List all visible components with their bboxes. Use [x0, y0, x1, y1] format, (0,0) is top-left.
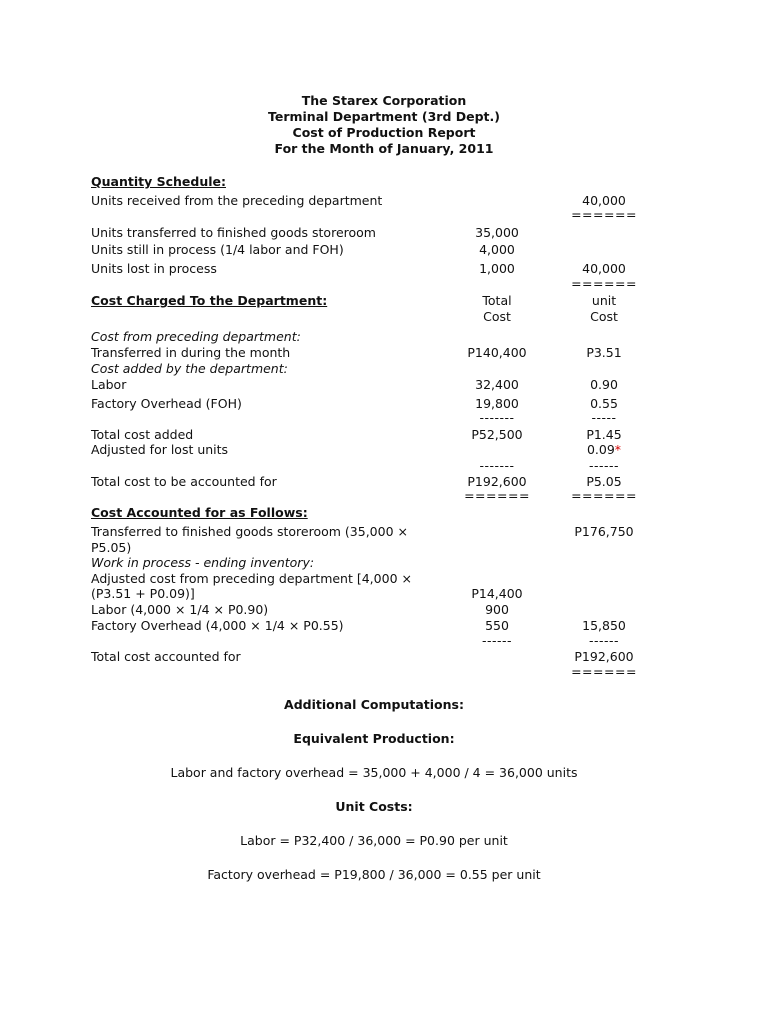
department-name: Terminal Department (3rd Dept.) [267, 109, 501, 124]
transferred-in-total: P140,400 [467, 345, 527, 360]
double-rule: ====== [571, 276, 637, 291]
unit-costs-heading: Unit Costs: [335, 799, 413, 814]
wip-labor-label: Labor (4,000 × 1/4 × P0.90) [91, 602, 269, 617]
single-rule: ------ [588, 633, 620, 648]
units-in-process-label: Units still in process (1/4 labor and FOH) [91, 242, 344, 257]
single-rule: ------ [481, 633, 513, 648]
equivalent-production-formula: Labor and factory overhead = 35,000 + 4,000 / 4 = 36,000 units [170, 765, 578, 780]
total-to-account-total: P192,600 [467, 474, 527, 489]
adjusted-lost-units-value [587, 442, 621, 457]
wip-foh-value: 550 [485, 618, 509, 633]
single-rule: ------- [479, 458, 515, 473]
total-cost-added-total: P52,500 [471, 427, 523, 442]
labor-unit-cost-formula: Labor = P32,400 / 36,000 = P0.90 per unit [240, 833, 508, 848]
transferred-fg-label-2: P5.05) [91, 540, 132, 555]
double-rule: ====== [571, 664, 637, 679]
adjusted-cost-value: P14,400 [471, 586, 523, 601]
col-unit-header-2: Cost [590, 309, 618, 324]
transferred-fg-value: P176,750 [574, 524, 634, 539]
labor-total: 32,400 [475, 377, 519, 392]
double-rule: ====== [571, 488, 637, 503]
single-rule: ------ [588, 458, 620, 473]
wip-foh-label: Factory Overhead (4,000 × 1/4 × P0.55) [91, 618, 344, 633]
preceding-dept-label: Cost from preceding department: [91, 329, 301, 344]
company-name: The Starex Corporation [301, 93, 467, 108]
total-to-account-unit: P5.05 [586, 474, 622, 489]
transferred-in-unit: P3.51 [586, 345, 622, 360]
units-transferred-value: 35,000 [475, 225, 519, 240]
labor-label: Labor [91, 377, 127, 392]
single-rule: ----- [591, 410, 617, 425]
adjusted-cost-label-1: Adjusted cost from preceding department [4,000 × [91, 571, 412, 586]
wip-total-value: 15,850 [582, 618, 626, 633]
units-in-process-value: 4,000 [479, 242, 515, 257]
cost-accounted-heading: Cost Accounted for as Follows: [91, 505, 308, 520]
wip-labor-value: 900 [485, 602, 509, 617]
cost-charged-heading: Cost Charged To the Department: [91, 293, 328, 308]
units-lost-label: Units lost in process [91, 261, 217, 276]
col-unit-header-1: unit [591, 293, 617, 308]
units-received-total: 40,000 [582, 193, 626, 208]
col-total-header-2: Cost [483, 309, 511, 324]
adjusted-lost-units-label: Adjusted for lost units [91, 442, 229, 457]
cost-added-label: Cost added by the department: [91, 361, 288, 376]
single-rule: ------- [479, 410, 515, 425]
adjusted-cost-label-2: (P3.51 + P0.09)] [91, 586, 195, 601]
foh-total: 19,800 [475, 396, 519, 411]
foh-unit: 0.55 [590, 396, 618, 411]
wip-label: Work in process - ending inventory: [91, 555, 315, 570]
foh-label: Factory Overhead (FOH) [91, 396, 242, 411]
units-lost-total: 40,000 [582, 261, 626, 276]
col-total-header-1: Total [482, 293, 512, 308]
total-cost-added-label: Total cost added [91, 427, 194, 442]
transferred-in-label: Transferred in during the month [91, 345, 291, 360]
report-period: For the Month of January, 2011 [274, 141, 494, 156]
total-accounted-value: P192,600 [574, 649, 634, 664]
transferred-fg-label-1: Transferred to finished goods storeroom (35,000 × [91, 524, 408, 539]
double-rule: ====== [464, 488, 530, 503]
additional-heading: Additional Computations: [284, 697, 464, 712]
footnote-asterisk: * [614, 442, 622, 457]
adjusted-lost-units-unit: 0.09 [586, 442, 615, 457]
equivalent-production-heading: Equivalent Production: [293, 731, 455, 746]
report-title: Cost of Production Report [292, 125, 476, 140]
units-lost-value: 1,000 [479, 261, 515, 276]
total-accounted-label: Total cost accounted for [91, 649, 241, 664]
labor-unit: 0.90 [590, 377, 618, 392]
units-transferred-label: Units transferred to finished goods storeroom [91, 225, 376, 240]
units-received-label: Units received from the preceding department [91, 193, 383, 208]
foh-unit-cost-formula: Factory overhead = P19,800 / 36,000 = 0.55 per unit [207, 867, 541, 882]
total-cost-added-unit: P1.45 [586, 427, 622, 442]
quantity-schedule-heading: Quantity Schedule: [91, 174, 226, 189]
double-rule: ====== [571, 207, 637, 222]
total-to-account-label: Total cost to be accounted for [91, 474, 277, 489]
